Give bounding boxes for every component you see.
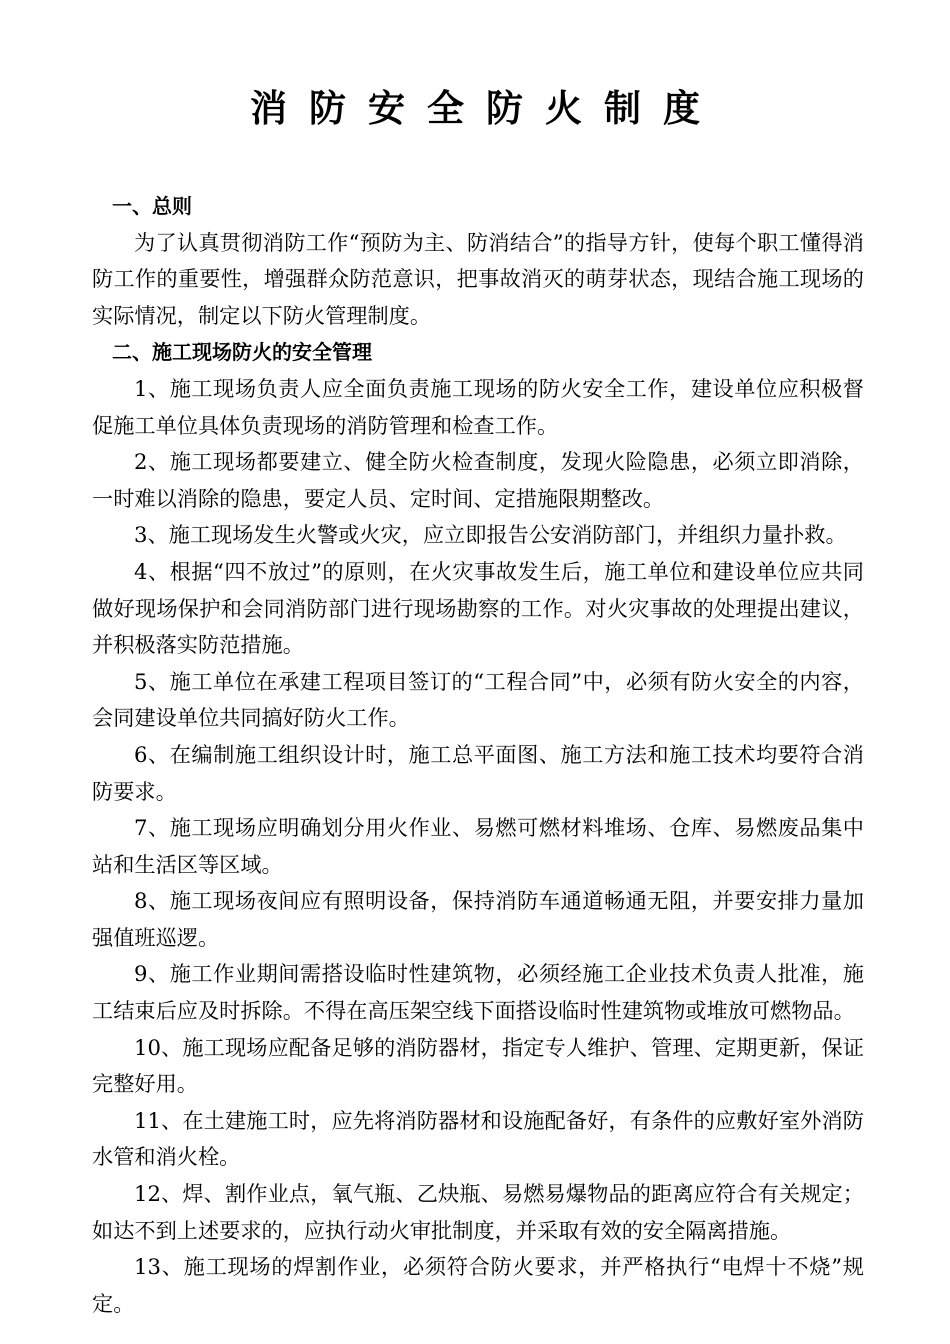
- paragraph: 5、施工单位在承建工程项目签订的“工程合同”中，必须有防火安全的内容，会同建设单位共同搞好防火工作。: [92, 668, 864, 731]
- paragraph: 2、施工现场都要建立、健全防火检查制度，发现火险隐患，必须立即消除，一时难以消除的隐患，要定人员、定时间、定措施限期整改。: [92, 449, 864, 511]
- section-general: [92, 188, 864, 334]
- paragraph: 13、施工现场的焊割作业，必须符合防火要求，并严格执行“电焊十不烧”规定。: [92, 1254, 864, 1316]
- paragraph: 10、施工现场应配备足够的消防器材，指定专人维护、管理、定期更新，保证完整好用。: [92, 1034, 864, 1097]
- section-site-fire-safety: [92, 334, 864, 1322]
- paragraph: 9、施工作业期间需搭设临时性建筑物，必须经施工企业技术负责人批准，施工结束后应及时拆除。不得在高压架空线下面搭设临时性建筑物或堆放可燃物品。: [92, 961, 864, 1024]
- document-title: 消防安全防火制度: [250, 86, 722, 130]
- paragraph: 7、施工现场应明确划分用火作业、易燃可燃材料堆场、仓库、易燃废品集中站和生活区等区域。: [92, 815, 864, 877]
- section-heading: 一、总则: [112, 194, 192, 218]
- paragraph: 8、施工现场夜间应有照明设备，保持消防车通道畅通无阻，并要安排力量加强值班巡逻。: [92, 888, 864, 950]
- paragraph: 12、焊、割作业点，氧气瓶、乙炔瓶、易燃易爆物品的距离应符合有关规定；如达不到上述要求的，应执行动火审批制度，并采取有效的安全隔离措施。: [92, 1181, 864, 1243]
- paragraph: 11、在土建施工时，应先将消防器材和设施配备好，有条件的应敷好室外消防水管和消火栓。: [92, 1107, 864, 1170]
- paragraph: 为了认真贯彻消防工作“预防为主、防消结合”的指导方针，使每个职工懂得消防工作的重要性，增强群众防范意识，把事故消灭的萌芽状态，现结合施工现场的实际情况，制定以下防火管理制度。: [92, 229, 864, 328]
- section-heading: 二、施工现场防火的安全管理: [112, 340, 372, 365]
- document-body: [92, 188, 864, 1322]
- paragraph: 4、根据“四不放过”的原则，在火灾事故发生后，施工单位和建设单位应共同做好现场保护和会同消防部门进行现场勘察的工作。对火灾事故的处理提出建议，并积极落实防范措施。: [92, 558, 864, 658]
- paragraph: 6、在编制施工组织设计时，施工总平面图、施工方法和施工技术均要符合消防要求。: [92, 741, 864, 804]
- paragraph: 1、施工现场负责人应全面负责施工现场的防火安全工作，建设单位应积极督促施工单位具体负责现场的消防管理和检查工作。: [92, 375, 864, 438]
- paragraph: 3、施工现场发生火警或火灾，应立即报告公安消防部门，并组织力量扑救。: [134, 522, 847, 548]
